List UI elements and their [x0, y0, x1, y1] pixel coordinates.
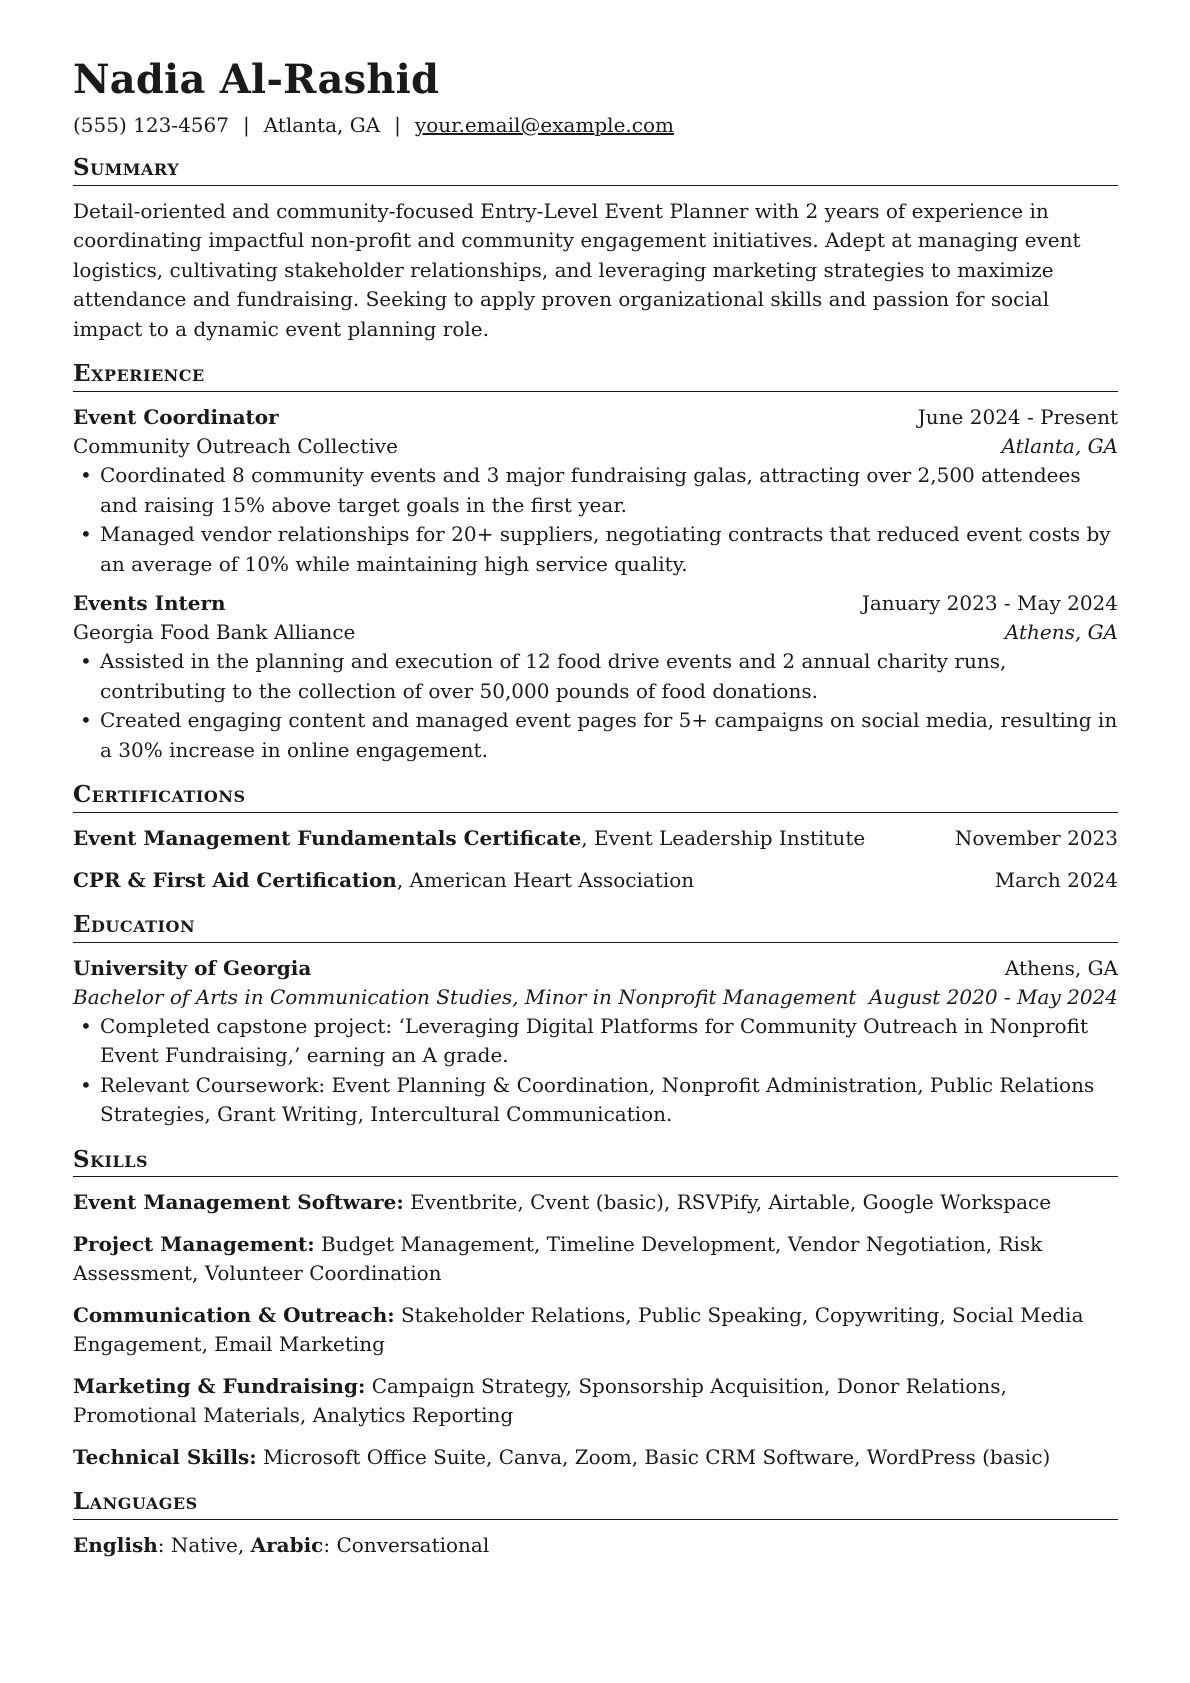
skill-category: [73, 1230, 1118, 1289]
location: Atlanta, GA: [263, 113, 381, 137]
language-level: : Native,: [157, 1533, 245, 1557]
skill-category: [73, 1301, 1118, 1360]
experience-entry: [73, 403, 1118, 579]
certification-issuer: , American Heart Association: [396, 867, 695, 892]
section-title-summary: Summary: [73, 154, 1118, 186]
email-link[interactable]: your.email@example.com: [414, 113, 674, 137]
bullet-icon: •: [80, 1072, 92, 1097]
section-title-languages: Languages: [73, 1488, 1118, 1520]
language-name: English: [73, 1533, 158, 1557]
section-title-education: Education: [73, 911, 1118, 943]
bullet-icon: •: [80, 708, 92, 732]
certification-issuer: , Event Leadership Institute: [581, 825, 866, 850]
certification-date: March 2024: [994, 867, 1118, 892]
certification-name: CPR & First Aid Certification: [73, 867, 397, 892]
school-location: Athens, GA: [1004, 955, 1118, 980]
certification-date: November 2023: [954, 825, 1118, 850]
skill-values: Campaign Strategy, Sponsorship Acquisition, Donor Relations, Promotional Materials, Analytics Reporting: [73, 1373, 1007, 1428]
list-item: • Coordinated 8 community events and 3 major fundraising galas, attracting over 2,500 attendees and raising 15% above target goals in the first year.: [80, 463, 1081, 517]
candidate-name: Nadia Al-Rashid: [73, 56, 440, 103]
bullet-icon: •: [80, 649, 92, 673]
experience-entry: [73, 589, 1118, 765]
bullet-icon: •: [80, 463, 92, 487]
education-section: [73, 911, 1118, 1130]
bullet-icon: •: [80, 522, 92, 546]
job-title: Event Coordinator: [73, 405, 279, 429]
languages-line: [73, 1531, 1118, 1560]
section-title-experience: Experience: [73, 360, 1118, 392]
certification-name: Event Management Fundamentals Certificate: [73, 825, 582, 850]
section-title-certifications: Certifications: [73, 781, 1118, 813]
section-title-skills: Skills: [73, 1146, 1118, 1178]
skill-label: Technical Skills:: [73, 1444, 257, 1469]
list-item: • Completed capstone project: ‘Leveraging Digital Platforms for Community Outreach in Nonprofit Event Fundraising,’ earning an A grade.: [80, 1013, 1088, 1067]
list-item: • Managed vendor relationships for 20+ suppliers, negotiating contracts that reduced event costs by an average of 10% while maintaining high service quality.: [80, 522, 1111, 576]
skills-section: [73, 1146, 1118, 1473]
summary-section: [73, 154, 1118, 344]
certifications-section: [73, 781, 1118, 895]
list-item: • Assisted in the planning and execution of 12 food drive events and 2 annual charity runs, contributing to the collection of over 50,000 pounds of food donations.: [80, 649, 1007, 703]
certification-item: [73, 824, 1118, 853]
summary-text: Detail-oriented and community-focused Entry-Level Event Planner with 2 years of experience in coordinating impactful non-profit and community engagement initiatives. Adept at managing event logistics, cultivating stakeholder relationships, and leveraging marketing strategies to maximize attendance and fundraising. Seeking to apply proven organizational skills and passion for social impact to a dynamic event planning role.: [73, 198, 1081, 341]
language-name: Arabic: [250, 1533, 324, 1557]
skill-label: Communication & Outreach:: [73, 1302, 395, 1327]
phone-number: (555) 123-4567: [73, 113, 229, 137]
list-item: • Created engaging content and managed event pages for 5+ campaigns on social media, resulting in a 30% increase in online engagement.: [80, 708, 1118, 762]
skill-values: Budget Management, Timeline Development, Vendor Negotiation, Risk Assessment, Volunteer Coordination: [73, 1231, 1043, 1286]
job-dates: June 2024 - Present: [917, 405, 1118, 429]
skill-values: Eventbrite, Cvent (basic), RSVPify, Airtable, Google Workspace: [403, 1190, 1052, 1215]
education-dates: August 2020 - May 2024: [869, 984, 1118, 1009]
skill-category: [73, 1443, 1118, 1473]
skill-label: Event Management Software:: [73, 1190, 404, 1215]
job-dates: January 2023 - May 2024: [861, 591, 1118, 615]
contact-line: [73, 112, 1118, 138]
job-title: Events Intern: [73, 591, 226, 615]
job-location: Atlanta, GA: [1001, 434, 1118, 458]
list-item: • Relevant Coursework: Event Planning & Coordination, Nonprofit Administration, Public Relations Strategies, Grant Writing, Intercultural Communication.: [80, 1072, 1095, 1126]
skill-label: Marketing & Fundraising:: [73, 1373, 366, 1398]
employer: Georgia Food Bank Alliance: [73, 620, 356, 644]
skill-values: Stakeholder Relations, Public Speaking, Copywriting, Social Media Engagement, Email Marketing: [73, 1302, 1084, 1357]
job-location: Athens, GA: [1004, 620, 1118, 644]
contact-separator: |: [242, 113, 250, 137]
contact-separator: |: [394, 113, 401, 137]
language-level: : Conversational: [323, 1533, 490, 1557]
experience-section: [73, 360, 1118, 765]
bullet-icon: •: [80, 1013, 92, 1038]
skill-values: Microsoft Office Suite, Canva, Zoom, Basic CRM Software, WordPress (basic): [256, 1444, 1051, 1469]
skill-category: [73, 1372, 1118, 1431]
certification-item: [73, 866, 1118, 895]
languages-section: [73, 1488, 1118, 1560]
skill-category: [73, 1188, 1118, 1218]
degree: Bachelor of Arts in Communication Studies, Minor in Nonprofit Management: [73, 984, 857, 1009]
skill-label: Project Management:: [73, 1231, 315, 1256]
employer: Community Outreach Collective: [73, 434, 398, 458]
school-name: University of Georgia: [73, 955, 312, 980]
